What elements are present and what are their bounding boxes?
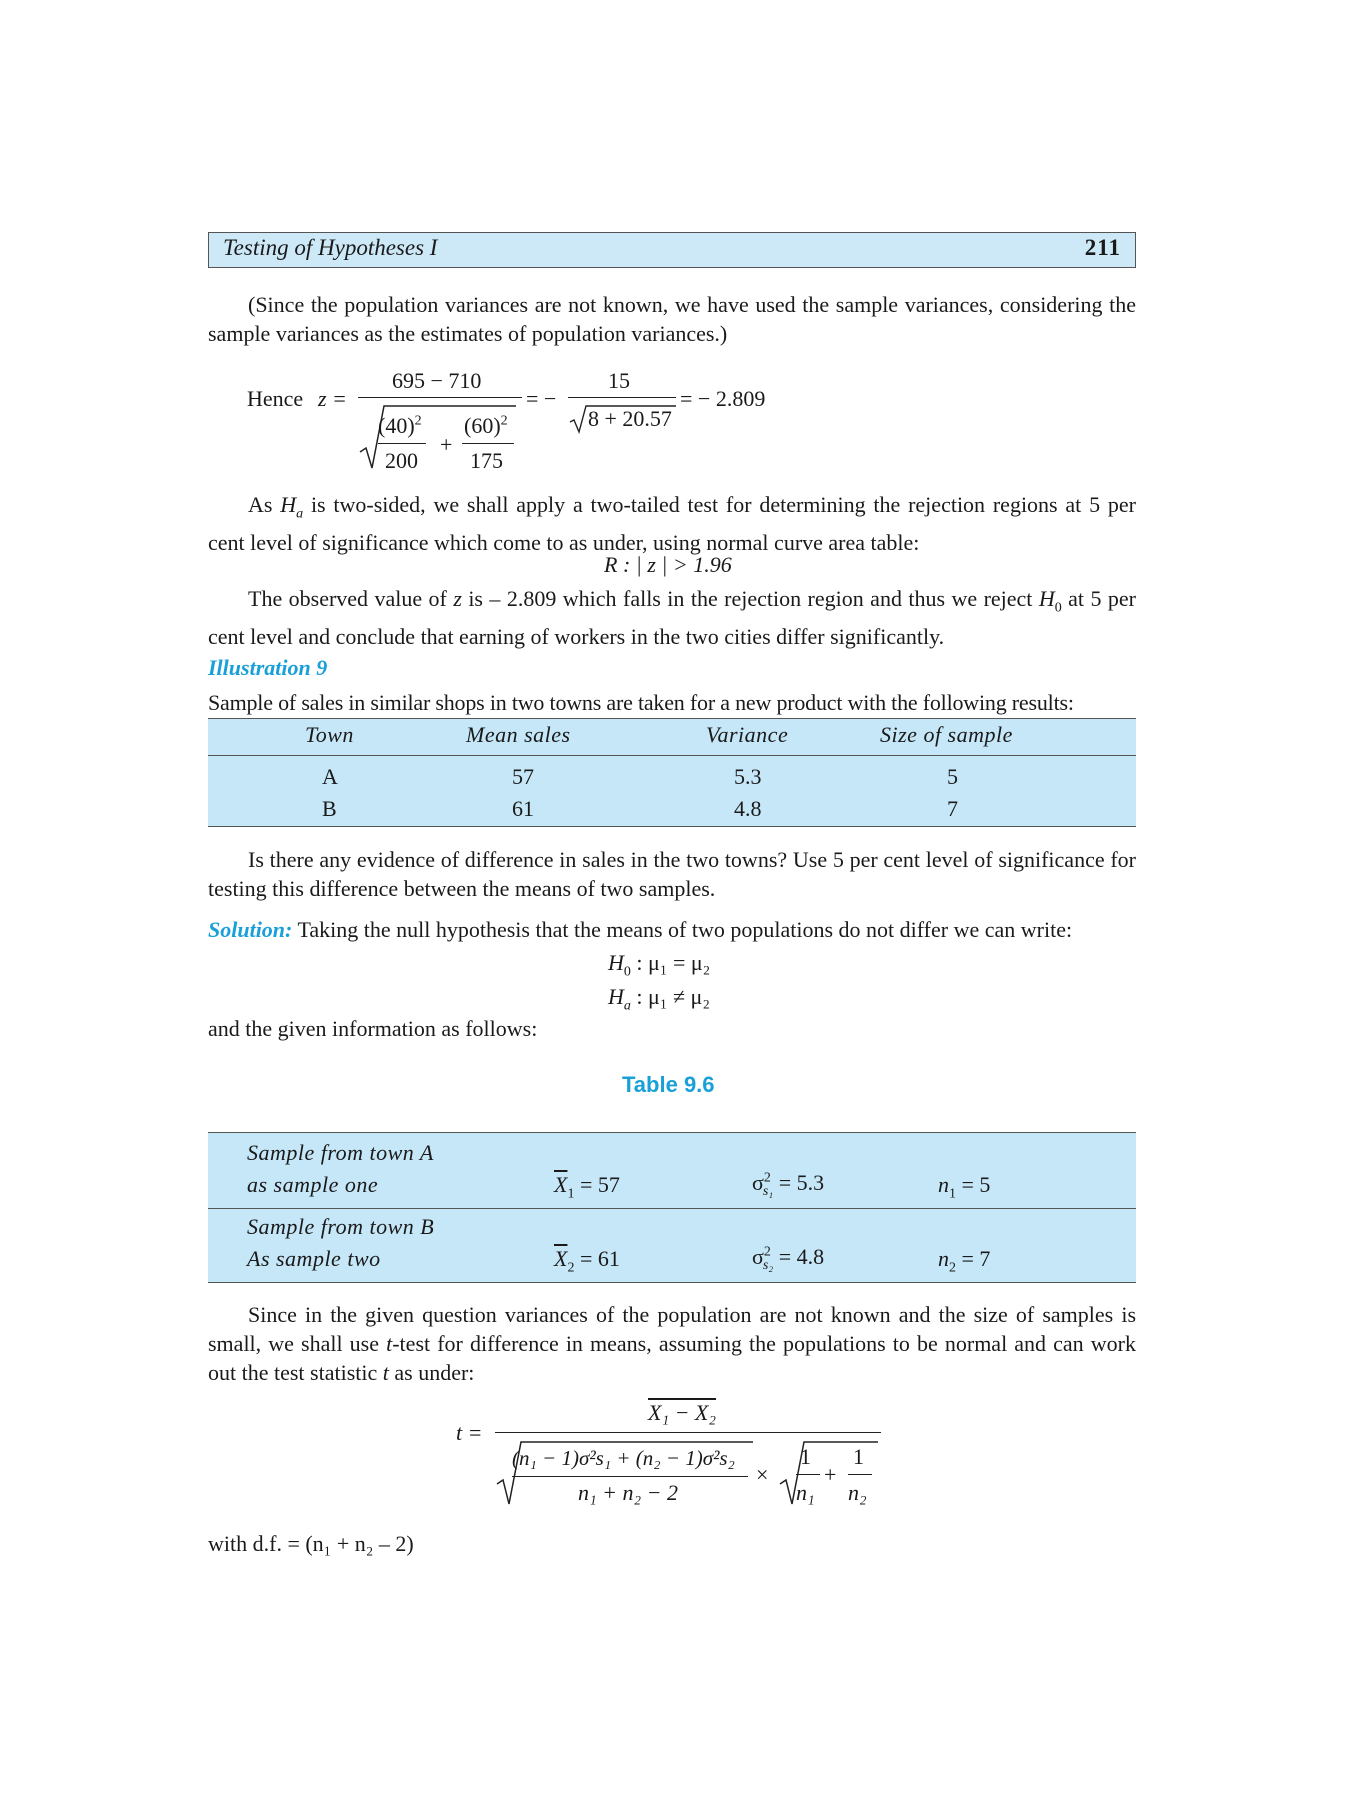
table-header: Variance — [706, 722, 789, 747]
t-inner-bar — [512, 1476, 748, 1477]
term-60: $(60)^2$ — [464, 413, 508, 438]
z-fraction-bar — [358, 397, 522, 398]
row1-variance: $\sigma^2_{s_1} = 5.3$ — [752, 1170, 825, 1200]
null-hypothesis: $H_0$ : μ₁ = μ₂ — [608, 950, 711, 980]
chapter-title: Testing of Hypotheses I — [223, 235, 438, 260]
row2-size: $n_2 = 7$ — [938, 1246, 991, 1276]
table-cell: B — [322, 796, 337, 821]
alternative-hypothesis: $H_a$ : μ₁ ≠ μ₂ — [608, 984, 711, 1014]
t-equals: t = — [456, 1420, 483, 1445]
table-cell: 7 — [947, 796, 958, 821]
table-header: Town — [305, 722, 354, 747]
one-over-n1: 1 — [800, 1444, 811, 1469]
question-text: Is there any evidence of difference in sales in the two towns? Use 5 per cent level of significance for testing this difference between the means of two samples. — [208, 847, 1136, 901]
paragraph-observed-value: The observed value of z is – 2.809 which falls in the rejection region and thus we reject $H_0$ at 5 per cent level and conclude that earning of workers in the two cities differ significantly. — [208, 586, 1136, 650]
table-cell: 5 — [947, 764, 958, 789]
table96-bottom-rule — [208, 1282, 1136, 1283]
table-header: Size of sample — [880, 722, 1013, 747]
hence-label: Hence — [247, 386, 304, 411]
frac-40-bar — [378, 443, 426, 444]
t-inner-denominator: n₁ + n₂ − 2 — [578, 1480, 678, 1505]
solution-label: Solution: — [208, 917, 293, 942]
table-caption: Table 9.6 — [622, 1072, 715, 1097]
rejection-region: R : | z | > 1.96 — [604, 552, 732, 577]
paragraph-sample-variances: (Since the population variances are not known, we have used the sample variances, considering the sample variances as the estimates of population variances.) — [208, 292, 1136, 346]
paragraph-two-sided: As $H_a$ is two-sided, we shall apply a two-tailed test for determining the rejection regions at 5 per cent level of significance which come to as under, using normal curve area table: — [208, 492, 1136, 556]
solution-paragraph: Solution: Taking the null hypothesis that the means of two populations do not differ we can write: — [208, 917, 1073, 942]
running-header — [208, 232, 1136, 268]
row2-mean: $\overline{X}_2 = 61$ — [554, 1246, 620, 1276]
illustration-heading: Illustration 9 — [208, 655, 328, 680]
z-equals: z = — [318, 386, 347, 411]
paragraph-t-test: Since in the given question variances of the population are not known and the size of samples is small, we shall use t-test for difference in means, assuming the populations to be normal and can work out the test statistic t as under: — [208, 1302, 1136, 1385]
denom-n1: n₁ — [796, 1480, 815, 1505]
z-numerator: 695 − 710 — [392, 368, 482, 393]
sales-table-header-rule — [208, 755, 1136, 756]
one-over-n2: 1 — [853, 1444, 864, 1469]
plus-sign: + — [440, 432, 453, 457]
table96-top-rule — [208, 1132, 1136, 1133]
frac-n1-bar — [796, 1474, 820, 1475]
page-number: 211 — [1084, 235, 1121, 260]
term-40: $(40)^2$ — [378, 413, 422, 438]
denominator-sum: 8 + 20.57 — [588, 406, 672, 431]
plus-sign-2: + — [824, 1462, 837, 1487]
table-cell: 4.8 — [734, 796, 762, 821]
denom-175: 175 — [470, 448, 503, 473]
t-inner-numerator: (n₁ − 1)σ²s₁ + (n₂ − 1)σ²s₂ — [512, 1446, 735, 1470]
table-cell: A — [322, 764, 338, 789]
frac-15-bar — [568, 397, 676, 398]
table-cell: 57 — [512, 764, 534, 789]
row2-label-line2: As sample two — [247, 1246, 381, 1271]
table-cell: 61 — [512, 796, 534, 821]
frac-n2-bar — [848, 1474, 872, 1475]
z-result: = − 2.809 — [680, 386, 766, 411]
given-info-text: and the given information as follows: — [208, 1016, 538, 1041]
frac-60-bar — [462, 443, 514, 444]
row1-label-line1: Sample from town A — [247, 1140, 434, 1165]
degrees-of-freedom: with d.f. = (n₁ + n₂ – 2) — [208, 1531, 414, 1556]
table-cell: 5.3 — [734, 764, 762, 789]
t-fraction-bar — [495, 1432, 881, 1433]
row2-label-line1: Sample from town B — [247, 1214, 435, 1239]
numerator-15: 15 — [608, 368, 630, 393]
sales-table-top-rule — [208, 718, 1136, 719]
sales-table-bottom-rule — [208, 826, 1136, 827]
times-sign: × — [756, 1462, 769, 1487]
row1-size: $n_1 = 5$ — [938, 1172, 991, 1202]
denom-n2: n₂ — [848, 1480, 867, 1505]
equals-minus: = − — [526, 386, 557, 411]
row1-mean: $\overline{X}_1 = 57$ — [554, 1172, 620, 1202]
illustration-text: Sample of sales in similar shops in two towns are taken for a new product with the following results: — [208, 690, 1074, 715]
denom-200: 200 — [385, 448, 418, 473]
row1-label-line2: as sample one — [247, 1172, 379, 1197]
table96-mid-rule — [208, 1208, 1136, 1209]
table-header: Mean sales — [466, 722, 571, 747]
row2-variance: $\sigma^2_{s_2} = 4.8$ — [752, 1244, 825, 1274]
t-numerator: X₁ − X₂ — [648, 1400, 717, 1425]
